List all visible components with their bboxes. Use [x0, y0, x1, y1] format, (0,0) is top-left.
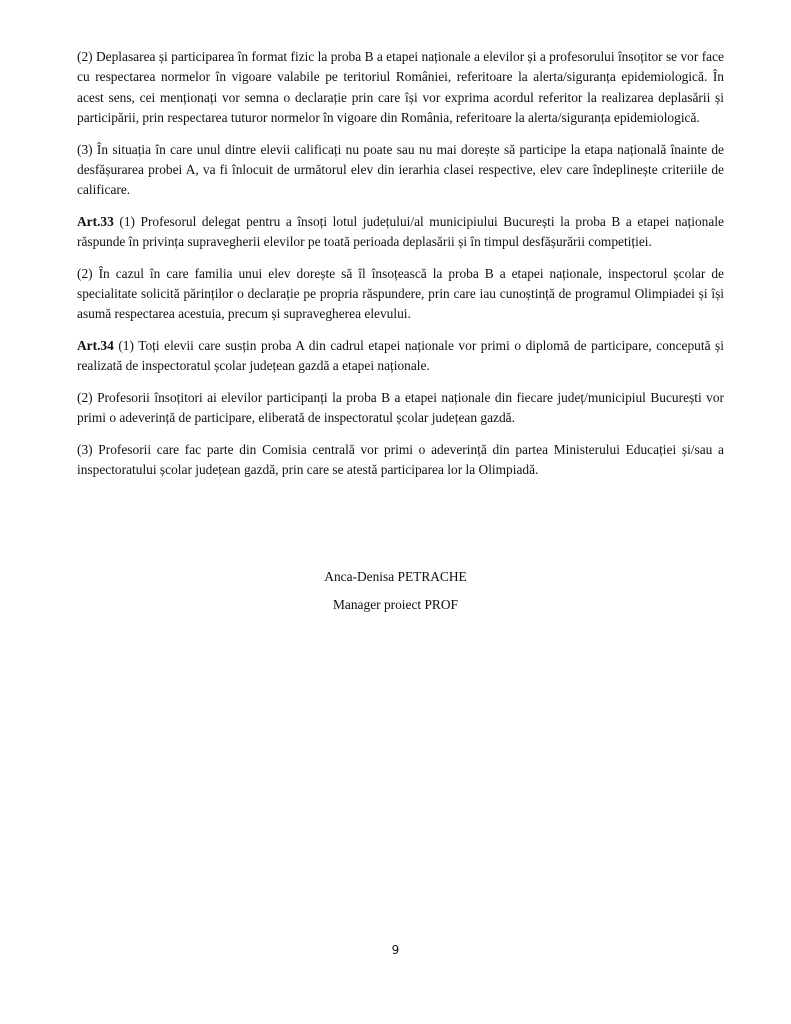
- article-label: Art.34: [77, 337, 114, 353]
- paragraph-text: (1) Profesorul delegat pentru a însoți lotul județului/al municipiului București la proba B a etapei naționale răspunde în privința supravegherii elevilor pe toată perioada deplasării și în timpul desfășurării competiției.: [77, 213, 724, 250]
- paragraph-text: (3) În situația în care unul dintre elevii calificați nu poate sau nu mai dorește să participe la etapa națională înainte de desfășurarea probei A, va fi înlocuit de următorul elev din ierarhia clasei respective, elev care îndeplinește criteriile de calificare.: [77, 141, 724, 198]
- paragraph: [77, 140, 724, 201]
- page-number: 9: [391, 943, 400, 957]
- paragraph: [77, 47, 724, 129]
- paragraph-text: (2) Profesorii însoțitori ai elevilor participanți la proba B a etapei naționale din fiecare județ/municipiul București vor primi o adeverință de participare, eliberată de inspectoratul școlar județean gazdă.: [77, 389, 724, 426]
- paragraph: [77, 388, 724, 429]
- paragraph-text: (2) Deplasarea și participarea în format fizic la proba B a etapei naționale a elevilor și a profesorului însoțitor se vor face cu respectarea normelor în vigoare valabile pe teritoriul României, referitoare la alerta/siguranța epidemiologică. În acest sens, cei menționați vor semna o declarație prin care își vor exprima acordul referitor la realizarea deplasării și participării, prin respectarea tuturor normelor în vigoare din România, referitoare la alerta/siguranța epidemiologică.: [77, 49, 724, 126]
- paragraph-text: (1) Toți elevii care susțin proba A din cadrul etapei naționale vor primi o diplomă de participare, concepută și realizată de inspectoratul școlar județean gazdă a etapei naționale.: [77, 337, 724, 374]
- paragraph: [77, 440, 724, 481]
- signatory-name: Anca-Denisa PETRACHE: [324, 569, 467, 584]
- paragraph: [77, 264, 724, 325]
- paragraph: [77, 336, 724, 377]
- document-body: [77, 47, 724, 491]
- article-label: Art.33: [77, 213, 114, 229]
- paragraph-text: (3) Profesorii care fac parte din Comisia centrală vor primi o adeverință din partea Ministerului Educației și/sau a inspectoratului școlar județean gazdă, prin care se atestă participarea lor la Olimpiadă.: [77, 441, 724, 477]
- paragraph: [77, 212, 724, 253]
- signatory-role: Manager proiect PROF: [333, 597, 458, 612]
- paragraph-text: (2) În cazul în care familia unui elev dorește să îl însoțească la proba B a etapei naționale, inspectorul școlar de specialitate solicită părinților o declarație pe propria răspundere, prin care iau cunoștință de programul Olimpiadei și își asumă respectarea acestuia, precum și supravegherea elevului.: [77, 265, 724, 322]
